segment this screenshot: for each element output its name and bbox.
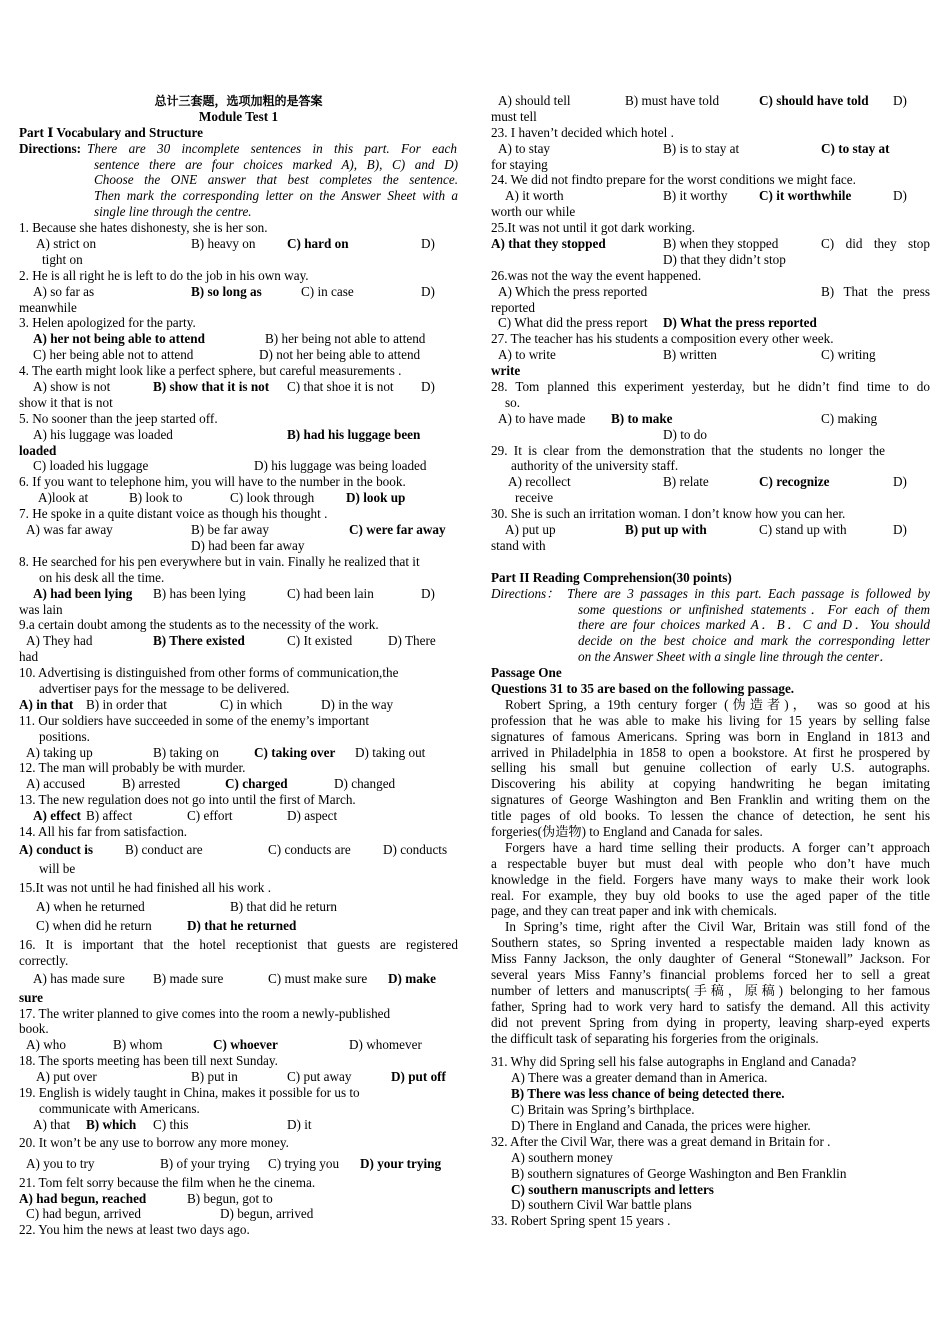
options-25b: D) that they didn’t stop bbox=[663, 251, 786, 267]
options-9: A) They had B) There existed C) It existed D) There bbox=[26, 633, 436, 649]
options-27-cont: write bbox=[491, 363, 521, 379]
q31-option-a: A) There was a greater demand than in America. bbox=[511, 1070, 768, 1086]
options-7: A) was far away B) be far away C) were far away bbox=[26, 522, 446, 538]
options-8: A) had been lying B) has been lying C) had been lain D) bbox=[33, 585, 435, 601]
passage-line: the difficult task of separating his forgeries from the originals. bbox=[491, 1030, 819, 1046]
directions-line: sentence there are four choices marked A), B), C) and D) bbox=[94, 156, 458, 172]
question-21: 21. Tom felt sorry because the film when he the cinema. bbox=[19, 1174, 316, 1190]
options-2-cont: meanwhile bbox=[19, 299, 77, 315]
passage-line: Forgers have a hard time selling their products. A forger can’t approach bbox=[505, 839, 930, 855]
passage-line: real. For example, they buy old books to use the aged paper of the title bbox=[491, 887, 930, 903]
options-4-cont: show it that is not bbox=[19, 394, 113, 410]
directions-line: on the Answer Sheet with a single line through the center． bbox=[578, 649, 893, 665]
passage-line: knowledge in the field. Forgers have many ways to make their work look bbox=[491, 871, 930, 887]
options-16: A) has made sure B) made sure C) must make sure D) make bbox=[33, 970, 436, 986]
question-29-cont: authority of the university staff. bbox=[511, 458, 679, 474]
passage-line: signatures of George Washington and Ben Franklin and writing them on the bbox=[491, 792, 930, 808]
question-11: 11. Our soldiers have succeeded in some of the enemy’s important bbox=[19, 712, 369, 728]
q32-option-a: A) southern money bbox=[511, 1149, 613, 1165]
options-20: A) you to try B) of your trying C) trying you D) your trying bbox=[26, 1155, 442, 1171]
passage-line: In Spring’s time, right after the Civil War, Britain was still fond of the bbox=[505, 919, 930, 935]
passage-line: Southern states, so Spring invented a respectable maiden lady known as bbox=[491, 935, 930, 951]
question-9: 9.a certain doubt among the students as to the necessity of the work. bbox=[19, 617, 379, 633]
passage-line: Robert Spring, a 19th century forger (伪造者)， was so good at his bbox=[505, 696, 930, 712]
passage-line: selling his small but genuine collection of early U.S. autographs. bbox=[491, 760, 930, 776]
q31-option-b: B) There was less chance of being detected there. bbox=[511, 1086, 785, 1102]
question-27: 27. The teacher has his students a composition every other week. bbox=[491, 331, 834, 347]
options-8-cont: was lain bbox=[19, 601, 63, 617]
options-5-cont: loaded bbox=[19, 442, 57, 458]
options-5: A) his luggage was loaded B) had his luggage been bbox=[33, 426, 421, 442]
question-15: 15.It was not until he had finished all his work . bbox=[19, 879, 271, 895]
options-26: A) Which the press reported B) That the press bbox=[498, 283, 930, 299]
q32-option-b: B) southern signatures of George Washington and Ben Franklin bbox=[511, 1165, 847, 1181]
question-28: 28. Tom planned this experiment yesterday, but he didn’t find time to do bbox=[491, 379, 930, 395]
passage-line: number of letters and manuscripts(手稿，原稿) belonging to her famous bbox=[491, 982, 930, 998]
question-24: 24. We did not findto prepare for the worst conditions we might face. bbox=[491, 172, 856, 188]
question-8-cont: on his desk all the time. bbox=[39, 569, 165, 585]
question-25: 25.It was not until it got dark working. bbox=[491, 220, 696, 236]
question-11-cont: positions. bbox=[39, 728, 90, 744]
question-19-cont: communicate with Americans. bbox=[39, 1100, 200, 1116]
passage-line: signatures of famous Americans. Spring was born in England in 1813 and bbox=[491, 728, 930, 744]
question-32: 32. After the Civil War, there was a great demand in Britain for . bbox=[491, 1133, 831, 1149]
question-31: 31. Why did Spring sell his false autographs in England and Canada? bbox=[491, 1054, 857, 1070]
options-23: A) to stay B) is to stay at C) to stay at bbox=[498, 140, 890, 156]
options-29: A) recollect B) relate C) recognize D) bbox=[508, 474, 907, 490]
part2-directions: Directions： There are 3 passages in this part. Each passage is followed by bbox=[491, 585, 930, 601]
options-15b: C) when did he return D) that he returned bbox=[36, 917, 297, 933]
passage-line: title pages of old books. To lessen the chance of detection, he sent his bbox=[491, 808, 930, 824]
options-7b: D) had been far away bbox=[191, 537, 305, 553]
directions-line: single line through the centre. bbox=[94, 204, 252, 220]
question-10-cont: advertiser pays for the message to be delivered. bbox=[39, 680, 290, 696]
question-2: 2. He is all right he is left to do the job in his own way. bbox=[19, 267, 309, 283]
passage-line: page, and they can treat paper and ink with chemicals. bbox=[491, 903, 777, 919]
options-4: A) show is not B) show that it is not C) that shoe it is not D) bbox=[33, 379, 435, 395]
options-18: A) put over B) put in C) put away D) put off bbox=[36, 1069, 446, 1085]
passage-body bbox=[491, 697, 930, 1047]
question-17: 17. The writer planned to give comes into the room a newly-published bbox=[19, 1005, 391, 1021]
directions-line: there are four choices marked A．B．C and D．You should bbox=[578, 617, 930, 633]
question-28-cont: so. bbox=[505, 394, 521, 410]
options-15a: A) when he returned B) that did he return bbox=[36, 898, 337, 914]
options-22: A) should tell B) must have told C) should have told D) bbox=[498, 93, 907, 108]
options-28b: D) to do bbox=[663, 426, 707, 442]
passage-line: a respectable buyer but must deal with people who don’t have much bbox=[491, 855, 930, 871]
options-26-cont: reported bbox=[491, 299, 535, 315]
question-19: 19. English is widely taught in China, makes it possible for us to bbox=[19, 1084, 360, 1100]
options-3b: C) her being able not to attend D) not her being able to attend bbox=[33, 347, 421, 363]
part2-title: Part II Reading Comprehension(30 points) bbox=[491, 569, 732, 585]
directions-line: decide on the best choice and mark the corresponding letter bbox=[578, 633, 930, 649]
q32-option-d: D) southern Civil War battle plans bbox=[511, 1197, 692, 1213]
passage-line: forgeries(伪造物) to England and Canada for sales. bbox=[491, 823, 763, 839]
options-2: A) so far as B) so long as C) in case D) bbox=[33, 283, 435, 299]
options-3a: A) her not being able to attend B) her being not able to attend bbox=[33, 331, 426, 347]
passage-line: did not prevent Spring from dying in property, leaving sharp-eyed experts bbox=[491, 1014, 930, 1030]
options-5b: C) loaded his luggage D) his luggage was being loaded bbox=[33, 458, 427, 474]
options-14: A) conduct is B) conduct are C) conducts are D) conducts bbox=[19, 841, 448, 857]
question-4: 4. The earth might look like a perfect sphere, but careful measurements . bbox=[19, 363, 402, 379]
options-28: A) to have made B) to make C) making bbox=[498, 410, 878, 426]
options-23-cont: for staying bbox=[491, 156, 548, 172]
options-10: A) in that B) in order that C) in which D) in the way bbox=[19, 696, 394, 712]
options-30: A) put up B) put up with C) stand up with D) bbox=[505, 522, 907, 538]
passage-line: arrived in Philadelphia in 1858 to open a bookstore. At first he prospered by bbox=[491, 744, 930, 760]
options-29-cont: receive bbox=[515, 490, 554, 506]
passage-title: Passage One bbox=[491, 665, 562, 681]
question-17-cont: book. bbox=[19, 1021, 49, 1037]
q32-option-c: C) southern manuscripts and letters bbox=[511, 1181, 714, 1197]
options-22-cont: must tell bbox=[491, 108, 537, 124]
options-26b: C) What did the press report D) What the press reported bbox=[498, 315, 817, 331]
q31-option-d: D) There in England and Canada, the prices were higher. bbox=[511, 1118, 811, 1133]
question-26: 26.was not the way the event happened. bbox=[491, 267, 702, 283]
question-22: 22. You him the news at least two days ago. bbox=[19, 1222, 250, 1238]
options-1-cont: tight on bbox=[42, 251, 83, 267]
question-13: 13. The new regulation does not go into until the first of March. bbox=[19, 792, 356, 808]
question-5: 5. No sooner than the jeep started off. bbox=[19, 410, 218, 426]
question-1: 1. Because she hates dishonesty, she is her son. bbox=[19, 220, 268, 236]
options-17: A) who B) whom C) whoever D) whomever bbox=[26, 1037, 422, 1053]
part1-directions: Directions: There are 30 incomplete sentences in this part. For each bbox=[19, 140, 457, 156]
options-27: A) to write B) written C) writing bbox=[498, 347, 876, 363]
question-23: 23. I haven’t decided which hotel . bbox=[491, 124, 674, 140]
left-column bbox=[19, 93, 458, 1238]
options-1: A) strict on B) heavy on C) hard on D) bbox=[36, 236, 435, 252]
options-21a: A) had begun, reached B) begun, got to bbox=[19, 1190, 273, 1206]
question-7: 7. He spoke in a quite distant voice as though his thought . bbox=[19, 506, 328, 522]
options-11: A) taking up B) taking on C) taking over D) taking out bbox=[26, 744, 426, 760]
options-16-cont: sure bbox=[19, 989, 43, 1005]
question-3: 3. Helen apologized for the party. bbox=[19, 315, 196, 331]
q31-option-c: C) Britain was Spring’s birthplace. bbox=[511, 1102, 695, 1118]
options-24: A) it worth B) it worthy C) it worthwhile D) bbox=[505, 188, 907, 204]
question-33: 33. Robert Spring spent 15 years . bbox=[491, 1213, 671, 1229]
question-10: 10. Advertising is distinguished from other forms of communication,the bbox=[19, 665, 399, 681]
right-column bbox=[491, 93, 930, 1229]
module-title: Module Test 1 bbox=[198, 108, 279, 124]
options-25: A) that they stopped B) when they stopped C) did they stop bbox=[491, 236, 930, 252]
options-6: A)look at B) look to C) look through D) look up bbox=[38, 490, 406, 506]
passage-line: father, Spring had to work very hard to satisfy the demand. All this activity bbox=[491, 998, 930, 1014]
passage-line: Discovering his ability at copying handwriting he began imitating bbox=[491, 776, 930, 792]
question-12: 12. The man will probably be with murder. bbox=[19, 760, 246, 776]
options-19: A) that B) which C) this D) it bbox=[33, 1116, 312, 1132]
question-14: 14. All his far from satisfaction. bbox=[19, 823, 188, 839]
question-29: 29. It is clear from the demonstration that the students no longer the bbox=[491, 442, 885, 458]
question-8: 8. He searched for his pen everywhere but in vain. Finally he realized that it bbox=[19, 553, 420, 569]
options-9-cont: had bbox=[19, 649, 39, 665]
question-16-cont: correctly. bbox=[19, 952, 69, 968]
options-14-cont: will be bbox=[39, 860, 76, 876]
passage-subtitle: Questions 31 to 35 are based on the following passage. bbox=[491, 680, 795, 696]
options-24-cont: worth our while bbox=[491, 204, 576, 220]
options-21b: C) had begun, arrived D) begun, arrived bbox=[26, 1206, 314, 1222]
directions-line: some questions or unfinished statements．For each of them bbox=[578, 601, 930, 617]
directions-line: Then mark the corresponding letter on the Answer Sheet with a bbox=[94, 188, 458, 204]
header-title: 总计三套题，选项加粗的是答案 bbox=[154, 94, 323, 108]
options-30-cont: stand with bbox=[491, 537, 546, 553]
passage-line: Miss Fanny Jackson, the only daughter of General “Stonewall” Jackson. For bbox=[491, 951, 930, 967]
part1-title: Part Ⅰ Vocabulary and Structure bbox=[19, 124, 203, 140]
directions-line: Choose the ONE answer that best completes the sentence. bbox=[94, 172, 458, 188]
question-30: 30. She is such an irritation woman. I don’t know how you can her. bbox=[491, 506, 846, 522]
question-20: 20. It won’t be any use to borrow any more money. bbox=[19, 1134, 289, 1150]
options-13: A) effect B) affect C) effort D) aspect bbox=[33, 808, 338, 824]
passage-line: several years Miss Fanny’s financial problems forced her to sell a great bbox=[491, 966, 930, 982]
question-18: 18. The sports meeting has been till next Sunday. bbox=[19, 1053, 278, 1069]
question-16: 16. It is important that the hotel receptionist that guests are registered bbox=[19, 936, 458, 952]
options-12: A) accused B) arrested C) charged D) changed bbox=[26, 776, 396, 792]
question-6: 6. If you want to telephone him, you will have to the number in the book. bbox=[19, 474, 406, 490]
passage-line: profession that he was able to make his living for 15 years by selling false bbox=[491, 712, 930, 728]
